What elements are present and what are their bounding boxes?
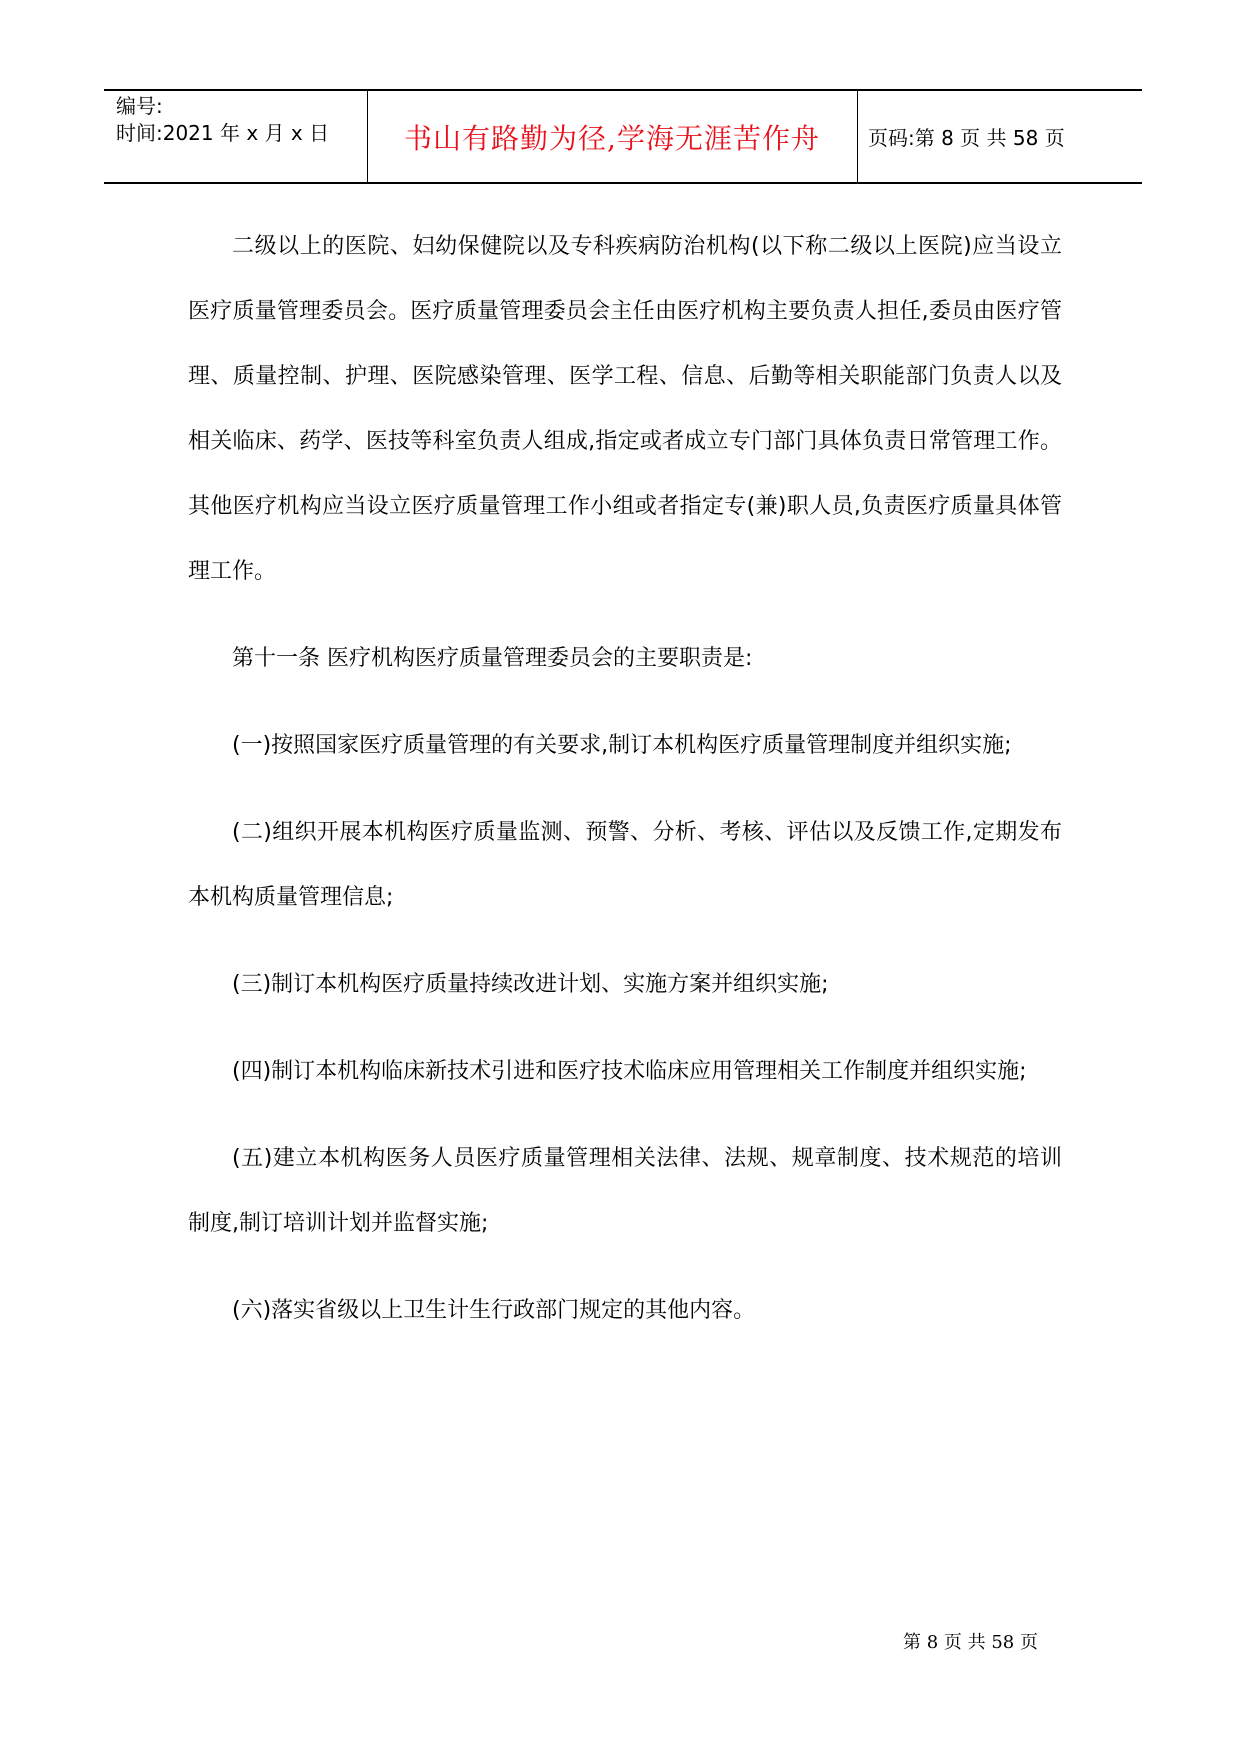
page-header <box>104 89 1142 184</box>
serial-number-label: 编号: <box>116 94 163 118</box>
page-footer: 第 8 页 共 58 页 <box>903 1632 1038 1653</box>
header-divider-right <box>857 91 858 182</box>
paragraph-committee-setup: 二级以上的医院、妇幼保健院以及专科疾病防治机构(以下称二级以上医院)应当设立医疗质量管理委员会。医疗质量管理委员会主任由医疗机构主要负责人担任,委员由医疗管理、质量控制、护理、医院感染管理、医学工程、信息、后勤等相关职能部门负责人以及相关临床、药学、医技等科室负责人组成,指定或者成立专门部门具体负责日常管理工作。 其他医疗机构应当设立医疗质量管理工作小组或者指定专(兼)职人员,负责医疗质量具体管理工作。 <box>188 234 1062 584</box>
header-page-number: 页码:第 8 页 共 58 页 <box>868 126 1065 150</box>
duty-item-2: (二)组织开展本机构医疗质量监测、预警、分析、考核、评估以及反馈工作,定期发布本机构质量管理信息; <box>188 820 1062 910</box>
header-motto: 书山有路勤为径,学海无涯苦作舟 <box>404 121 820 155</box>
duty-item-3: (三)制订本机构医疗质量持续改进计划、实施方案并组织实施; <box>232 972 829 997</box>
date-label: 时间:2021 年 x 月 x 日 <box>116 121 330 145</box>
duty-item-5: (五)建立本机构医务人员医疗质量管理相关法律、法规、规章制度、技术规范的培训制度,制订培训计划并监督实施; <box>188 1146 1062 1236</box>
duty-item-4: (四)制订本机构临床新技术引进和医疗技术临床应用管理相关工作制度并组织实施; <box>232 1059 1027 1084</box>
duty-item-1: (一)按照国家医疗质量管理的有关要求,制订本机构医疗质量管理制度并组织实施; <box>232 733 1012 758</box>
header-meta <box>116 93 329 147</box>
paragraph-article-11: 第十一条 医疗机构医疗质量管理委员会的主要职责是: <box>232 646 753 671</box>
duty-item-6: (六)落实省级以上卫生计生行政部门规定的其他内容。 <box>232 1298 756 1323</box>
document-body <box>188 214 1062 1343</box>
